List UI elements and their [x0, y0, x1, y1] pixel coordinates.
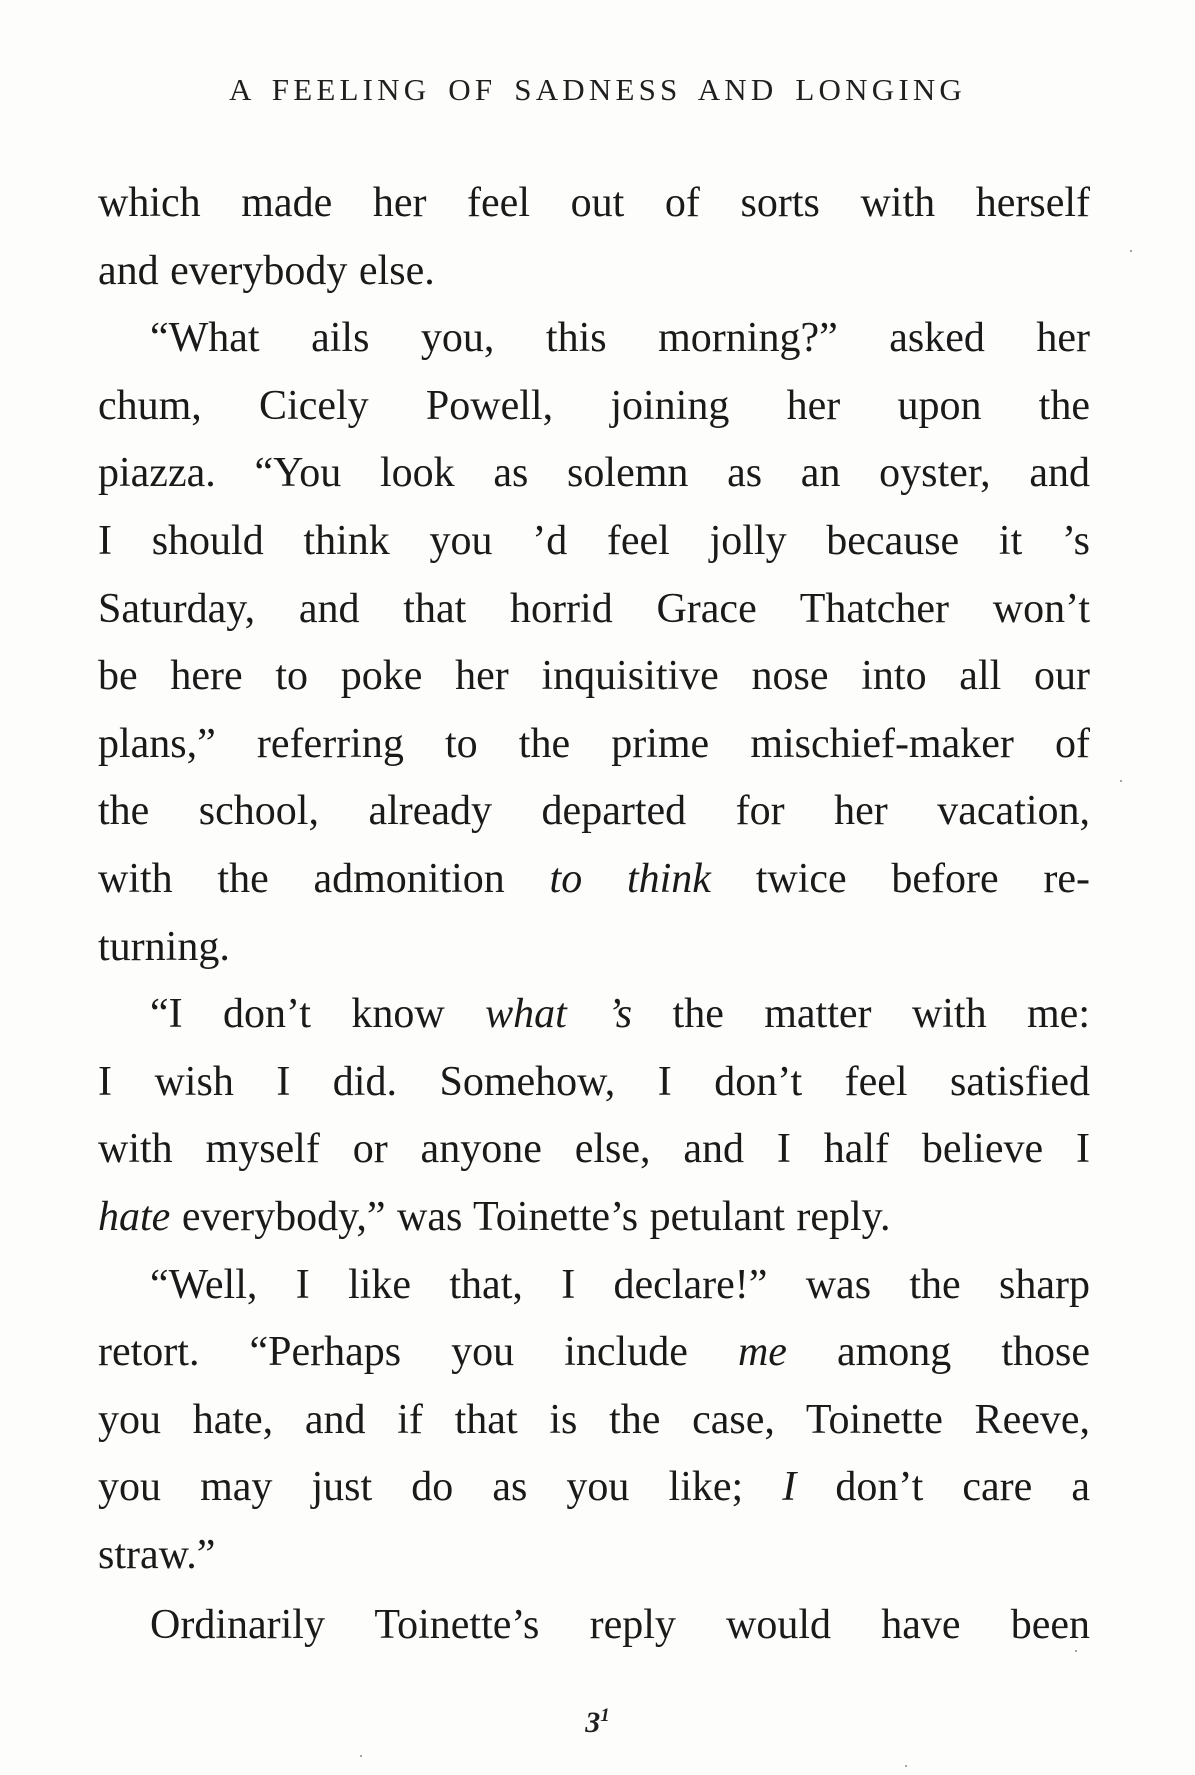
text-segment: you hate, and if that is the case, Toinette Reeve,: [98, 1396, 1090, 1443]
text-segment: among those: [786, 1329, 1091, 1376]
text-segment: the matter with me:: [632, 991, 1090, 1038]
text-line: [98, 711, 1090, 779]
text-line: [98, 1116, 1090, 1184]
text-line: [98, 170, 1090, 238]
text-segment: Ordinarily Toinette’s reply would have been: [150, 1602, 1090, 1649]
text-segment: “I don’t know: [150, 991, 486, 1038]
page-number: [0, 1705, 1195, 1740]
running-head: A FEELING OF SADNESS AND LONGING: [228, 72, 967, 107]
body-text: [98, 170, 1090, 1660]
text-segment: piazza. “You look as solemn as an oyster, and: [98, 450, 1090, 497]
text-segment: twice before re-: [710, 855, 1091, 902]
text-segment: you may just do as you like;: [98, 1464, 783, 1511]
text-segment: everybody,” was Toinette’s petulant reply.: [170, 1193, 891, 1240]
italic-text: ’s: [566, 991, 633, 1038]
italic-text: me: [737, 1329, 787, 1376]
text-segment: with myself or anyone else, and I half believe I: [98, 1126, 1090, 1173]
text-segment: retort. “Perhaps you include: [98, 1329, 738, 1376]
text-segment: be here to poke her inquisitive nose into all our: [98, 653, 1090, 700]
text-line: [98, 1387, 1090, 1455]
text-line: [98, 846, 1090, 914]
text-line: [98, 778, 1090, 846]
text-segment: turning.: [98, 923, 230, 970]
paper-speck: [1130, 250, 1132, 252]
text-line: [98, 1319, 1090, 1387]
text-segment: don’t care a: [796, 1464, 1090, 1511]
text-segment: Saturday, and that horrid Grace Thatcher won’t: [98, 585, 1090, 632]
text-line: [98, 305, 1090, 373]
italic-text: to think: [549, 855, 711, 902]
text-segment: “What ails you, this morning?” asked her: [150, 315, 1090, 362]
text-line: [98, 576, 1090, 644]
italic-text: I: [782, 1464, 797, 1511]
text-line: [98, 238, 1090, 306]
paper-speck: [905, 1765, 907, 1767]
text-line: [98, 981, 1090, 1049]
text-line: [98, 440, 1090, 508]
text-segment: I wish I did. Somehow, I don’t feel satisfied: [98, 1058, 1090, 1105]
text-line: [98, 914, 1090, 982]
paper-speck: [1120, 780, 1122, 782]
text-line: [98, 508, 1090, 576]
text-segment: with the admonition: [98, 855, 550, 902]
text-line: [98, 1184, 1090, 1252]
text-segment: and everybody else.: [98, 247, 435, 294]
text-segment: the school, already departed for her vacation,: [98, 788, 1090, 835]
text-segment: which made her feel out of sorts with herself: [98, 180, 1090, 226]
text-line: [98, 1522, 1090, 1590]
text-segment: chum, Cicely Powell, joining her upon the: [98, 382, 1090, 429]
text-line: [98, 1454, 1090, 1522]
paper-speck: [360, 1755, 362, 1757]
text-segment: straw.”: [98, 1531, 216, 1578]
text-line: [98, 1049, 1090, 1117]
text-segment: “Well, I like that, I declare!” was the sharp: [150, 1261, 1090, 1308]
page-number-main: 3: [585, 1706, 601, 1739]
italic-text: what: [485, 991, 567, 1038]
text-line: [98, 1592, 1090, 1660]
italic-text: hate: [98, 1193, 171, 1240]
page-number-sup: 1: [600, 1705, 610, 1726]
text-line: [98, 373, 1090, 441]
text-line: [98, 1252, 1090, 1320]
text-segment: plans,” referring to the prime mischief-maker of: [98, 720, 1090, 767]
text-segment: I should think you ’d feel jolly because it ’s: [98, 517, 1090, 564]
paper-speck: [1075, 1650, 1077, 1652]
text-line: [98, 643, 1090, 711]
